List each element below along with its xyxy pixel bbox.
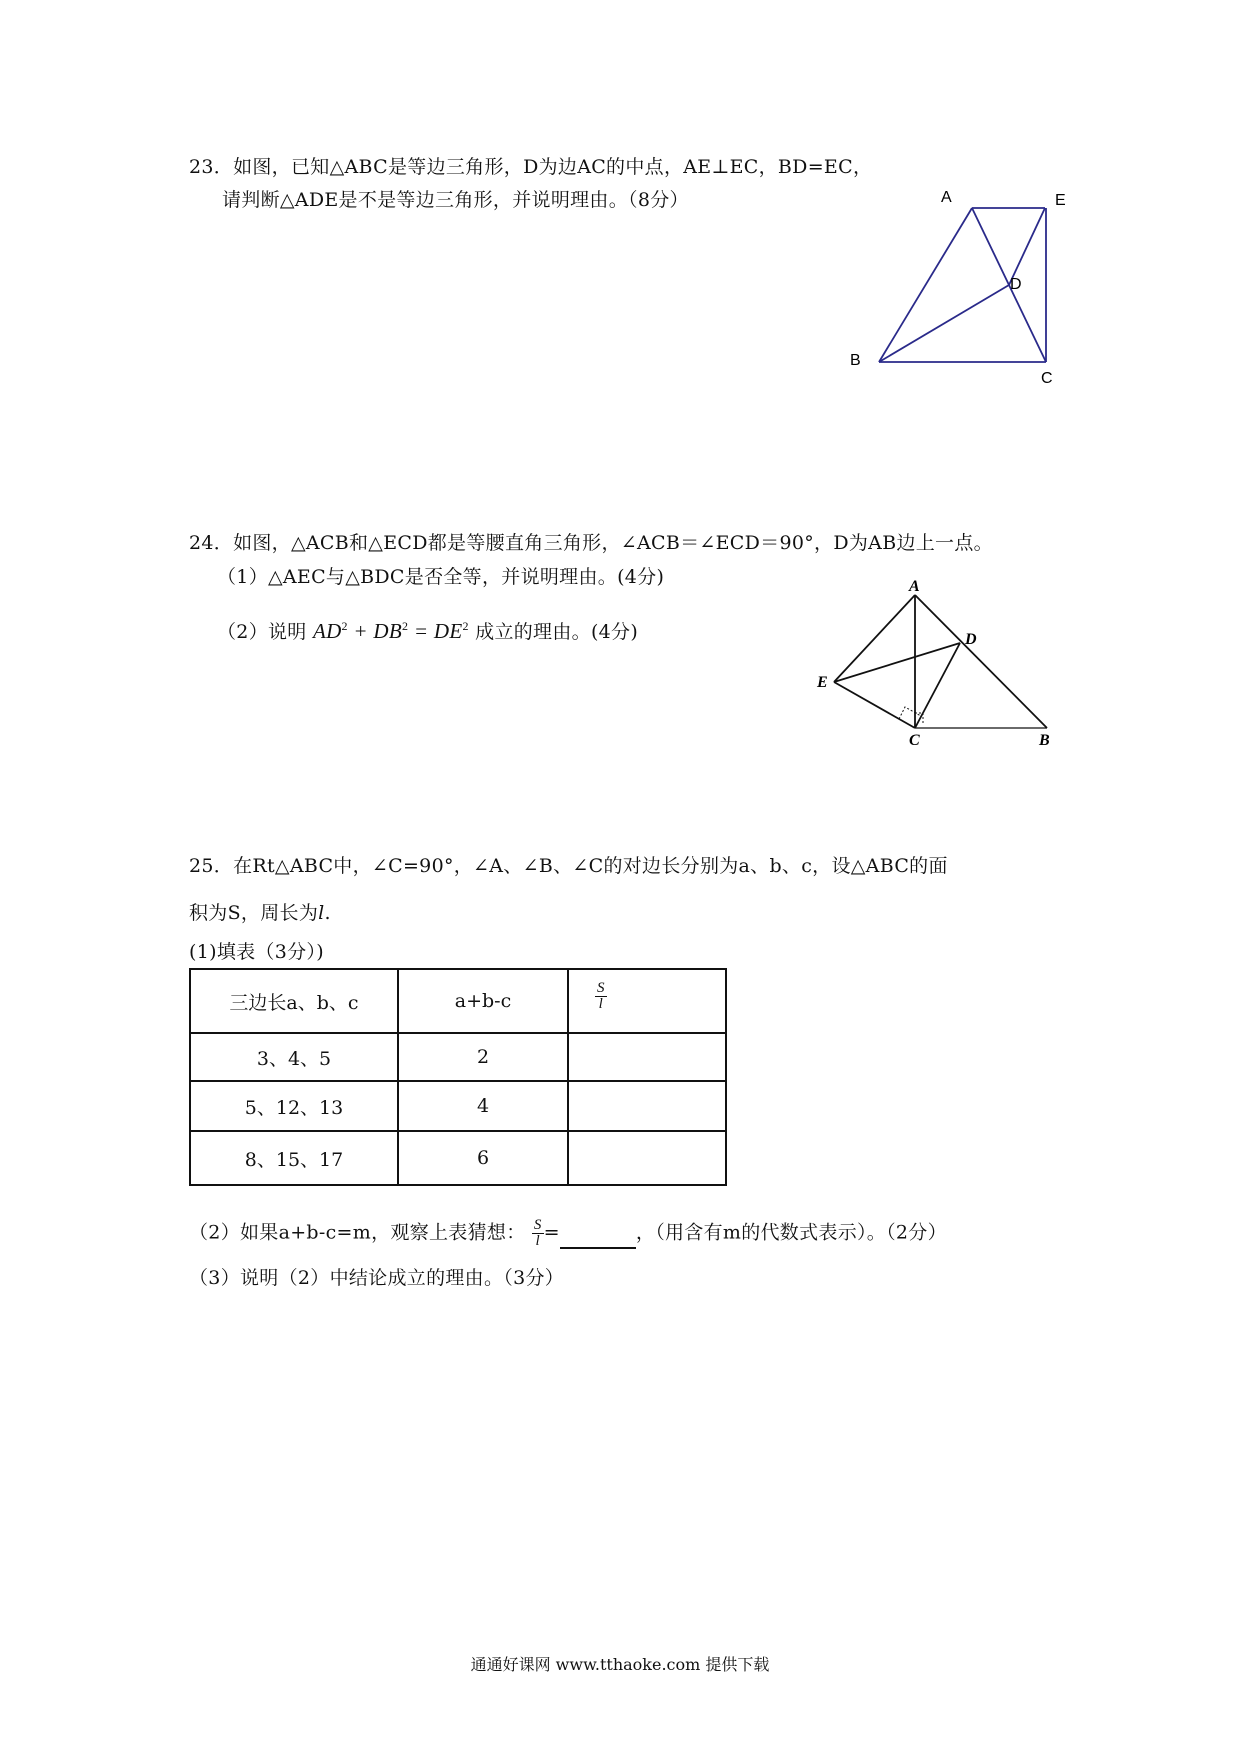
q24-part2-suffix: 成立的理由。(4分): [475, 621, 639, 643]
q24-edge-ec: [834, 682, 915, 728]
table-cell-value: 2: [398, 1033, 568, 1081]
fraction-numerator: S: [533, 1217, 542, 1233]
q24-figure: [805, 575, 1065, 750]
q25-part2-eq: =: [543, 1221, 560, 1244]
q25-part2: [189, 1218, 947, 1249]
q23-edge-de: [1009, 208, 1045, 285]
fraction-denominator: l: [598, 996, 603, 1013]
q24-label-c: C: [909, 732, 920, 749]
table-header-sides: 三边长a、b、c: [190, 969, 398, 1033]
q24-label-b: B: [1039, 732, 1050, 749]
q25-part2-fraction: [532, 1218, 544, 1249]
q23-line1: 23．如图，已知△ABC是等边三角形，D为边AC的中点，AE⊥EC，BD=EC，: [189, 156, 873, 178]
q24-formula: $AD^2 + DB^2 = DE^2$: [312, 619, 469, 643]
q23-edge-ab: [879, 208, 972, 362]
table-header-ratio: [568, 969, 726, 1033]
table-cell-value: 6: [398, 1131, 568, 1185]
table-cell-ratio[interactable]: [568, 1033, 726, 1081]
q24-label-a: A: [909, 578, 920, 595]
table-header-row: [190, 969, 726, 1033]
q25-line2-prefix: 积为S，周长为: [189, 902, 319, 924]
table-cell-ratio[interactable]: [568, 1131, 726, 1185]
table-cell-value: 4: [398, 1081, 568, 1131]
q24-label-e: E: [817, 674, 828, 691]
fraction-denominator: l: [535, 1233, 540, 1249]
q25-part1: (1)填表（3分）): [189, 941, 324, 963]
table-row: [190, 1033, 726, 1081]
page-footer: 通通好课网 www.tthaoke.com 提供下载: [470, 1655, 770, 1674]
q23-figure: [850, 185, 1100, 395]
q23-line2: 请判断△ADE是不是等边三角形，并说明理由。（8分）: [222, 189, 689, 211]
q24-label-d: D: [965, 631, 977, 648]
fraction-numerator: S: [597, 980, 605, 997]
q25-line2-suffix: .: [324, 902, 331, 924]
answer-blank[interactable]: [560, 1229, 636, 1249]
q24-edge-ab: [915, 595, 1047, 728]
table-cell-ratio[interactable]: [568, 1081, 726, 1131]
table-header-abc: a+b-c: [398, 969, 568, 1033]
q23-label-b: B: [850, 352, 861, 369]
table-cell-sides: 5、12、13: [190, 1081, 398, 1131]
table-row: [190, 1081, 726, 1131]
table-row: [190, 1131, 726, 1185]
q23-label-d: D: [1010, 276, 1022, 293]
q24-right-angle-mark: [899, 707, 923, 725]
q23-label-e: E: [1055, 192, 1066, 209]
q23-label-a: A: [941, 189, 952, 206]
q23-edge-bd: [879, 285, 1009, 362]
q25-table: [189, 968, 727, 1186]
table-cell-sides: 3、4、5: [190, 1033, 398, 1081]
q25-var-l: l: [318, 902, 325, 924]
q25-line1: 25．在Rt△ABC中，∠C=90°，∠A、∠B、∠C的对边长分别为a、b、c，设△ABC的面: [189, 855, 948, 877]
q24-part2-prefix: （2）说明: [217, 621, 307, 643]
q25-part2-suffix: ，（用含有m的代数式表示）。（2分）: [635, 1221, 947, 1244]
q25-line2: [189, 901, 331, 925]
q24-line1: 24．如图，△ACB和△ECD都是等腰直角三角形，∠ACB＝∠ECD＝90°，D为AB边上一点。: [189, 532, 993, 554]
q24-part2: [217, 614, 638, 644]
table-cell-sides: 8、15、17: [190, 1131, 398, 1185]
q25-part2-prefix: （2）如果a+b-c=m，观察上表猜想：: [189, 1221, 526, 1244]
q25-part3: （3）说明（2）中结论成立的理由。（3分）: [189, 1267, 565, 1289]
table-header-fraction: [595, 981, 607, 1012]
q23-label-c: C: [1041, 370, 1053, 387]
q24-part1: （1）△AEC与△BDC是否全等，并说明理由。(4分): [217, 566, 665, 588]
